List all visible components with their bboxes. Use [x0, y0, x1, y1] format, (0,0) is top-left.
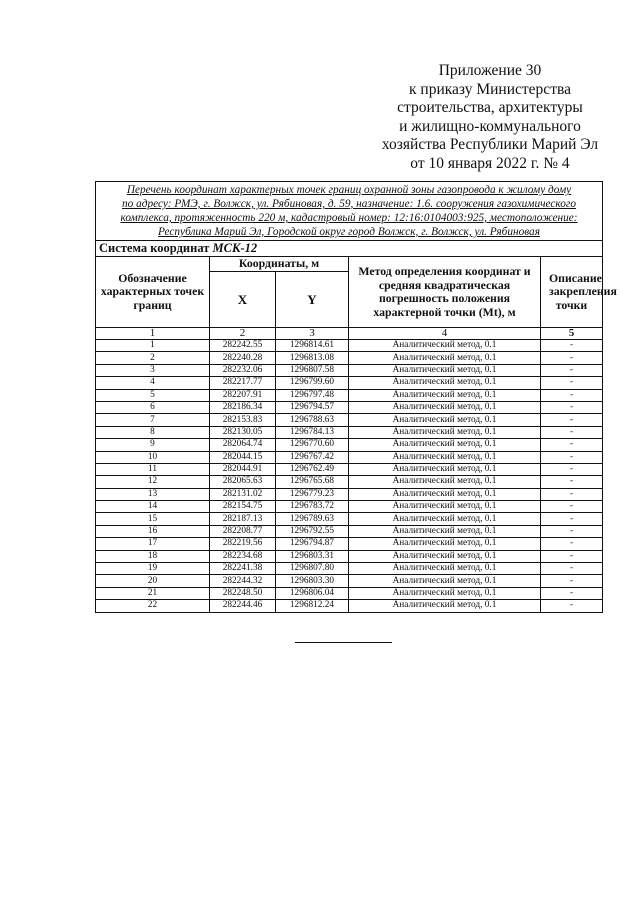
- table-caption: [96, 182, 603, 241]
- method-cell: Аналитический метод, 0.1: [349, 364, 541, 376]
- point-number-cell: 12: [96, 476, 210, 488]
- table-row: [96, 439, 603, 451]
- coord-x-cell: 282131.02: [210, 488, 276, 500]
- method-cell: Аналитический метод, 0.1: [349, 525, 541, 537]
- col-y-header: Y: [276, 272, 349, 328]
- system-row: [96, 241, 603, 257]
- table-row: [96, 488, 603, 500]
- table-row: [96, 525, 603, 537]
- description-cell: -: [541, 352, 603, 364]
- method-cell: Аналитический метод, 0.1: [349, 550, 541, 562]
- method-cell: Аналитический метод, 0.1: [349, 389, 541, 401]
- coord-y-cell: 1296806.04: [276, 587, 349, 599]
- method-cell: Аналитический метод, 0.1: [349, 563, 541, 575]
- description-cell: -: [541, 525, 603, 537]
- method-cell: Аналитический метод, 0.1: [349, 439, 541, 451]
- table-row: [96, 575, 603, 587]
- coord-x-cell: 282044.15: [210, 451, 276, 463]
- method-cell: Аналитический метод, 0.1: [349, 488, 541, 500]
- method-cell: Аналитический метод, 0.1: [349, 451, 541, 463]
- coord-y-cell: 1296812.24: [276, 600, 349, 612]
- description-cell: -: [541, 501, 603, 513]
- description-cell: -: [541, 575, 603, 587]
- point-number-cell: 20: [96, 575, 210, 587]
- table-row: [96, 352, 603, 364]
- coord-y-cell: 1296783.72: [276, 501, 349, 513]
- coord-x-cell: 282241.38: [210, 563, 276, 575]
- point-number-cell: 15: [96, 513, 210, 525]
- caption-line: Перечень координат характерных точек границ охранной зоны газопровода к жилому дому: [126, 184, 572, 196]
- caption-line: по адресу: РМЭ, г. Волжск, ул. Рябиновая, д. 59, назначение: 1.6. сооружения газохимического: [122, 198, 576, 210]
- caption-line: Республика Марий Эл, Городской округ город Волжск, г. Волжск, ул. Рябиновая: [158, 226, 540, 238]
- coord-x-cell: 282130.05: [210, 426, 276, 438]
- table-row: [96, 401, 603, 413]
- col-coords-header: Координаты, м: [210, 257, 349, 272]
- description-cell: -: [541, 340, 603, 352]
- coord-x-cell: 282217.77: [210, 377, 276, 389]
- table-row: [96, 513, 603, 525]
- coord-x-cell: 282187.13: [210, 513, 276, 525]
- coord-x-cell: 282154.75: [210, 501, 276, 513]
- coord-y-cell: 1296807.80: [276, 563, 349, 575]
- method-cell: Аналитический метод, 0.1: [349, 538, 541, 550]
- coord-y-cell: 1296797.48: [276, 389, 349, 401]
- description-cell: -: [541, 488, 603, 500]
- point-number-cell: 17: [96, 538, 210, 550]
- table-row: [96, 538, 603, 550]
- method-cell: Аналитический метод, 0.1: [349, 600, 541, 612]
- column-number: 3: [276, 328, 349, 340]
- coord-y-cell: 1296788.63: [276, 414, 349, 426]
- point-number-cell: 3: [96, 364, 210, 376]
- coord-x-cell: 282153.83: [210, 414, 276, 426]
- coord-y-cell: 1296794.57: [276, 401, 349, 413]
- header-line: хозяйства Республики Марий Эл: [381, 136, 599, 153]
- table-row: [96, 364, 603, 376]
- coord-x-cell: 282244.46: [210, 600, 276, 612]
- coord-y-cell: 1296779.23: [276, 488, 349, 500]
- table-row: [96, 414, 603, 426]
- coord-y-cell: 1296784.13: [276, 426, 349, 438]
- description-cell: -: [541, 364, 603, 376]
- coord-y-cell: 1296814.61: [276, 340, 349, 352]
- method-cell: Аналитический метод, 0.1: [349, 575, 541, 587]
- coord-y-cell: 1296799.60: [276, 377, 349, 389]
- table-row: [96, 451, 603, 463]
- table-row: [96, 463, 603, 475]
- coord-x-cell: 282065.63: [210, 476, 276, 488]
- point-number-cell: 9: [96, 439, 210, 451]
- coord-y-cell: 1296813.08: [276, 352, 349, 364]
- method-cell: Аналитический метод, 0.1: [349, 501, 541, 513]
- column-number: 4: [349, 328, 541, 340]
- point-number-cell: 5: [96, 389, 210, 401]
- point-number-cell: 14: [96, 501, 210, 513]
- point-number-cell: 7: [96, 414, 210, 426]
- coord-y-cell: 1296767.42: [276, 451, 349, 463]
- point-number-cell: 21: [96, 587, 210, 599]
- method-cell: Аналитический метод, 0.1: [349, 426, 541, 438]
- column-numbers-row: [96, 328, 603, 340]
- table-row: [96, 587, 603, 599]
- point-number-cell: 16: [96, 525, 210, 537]
- coord-x-cell: 282208.77: [210, 525, 276, 537]
- coordinate-system: [96, 241, 603, 257]
- point-number-cell: 8: [96, 426, 210, 438]
- point-number-cell: 1: [96, 340, 210, 352]
- description-cell: -: [541, 563, 603, 575]
- point-number-cell: 4: [96, 377, 210, 389]
- table-row: [96, 600, 603, 612]
- system-value: МСК-12: [212, 241, 258, 255]
- system-label: Система координат: [99, 241, 210, 255]
- column-number: 2: [210, 328, 276, 340]
- description-cell: -: [541, 476, 603, 488]
- point-number-cell: 22: [96, 600, 210, 612]
- col-method-header: Метод определения координат и средняя квадратическая погрешность положения характерной точки (Mt), м: [349, 257, 541, 328]
- point-number-cell: 6: [96, 401, 210, 413]
- method-cell: Аналитический метод, 0.1: [349, 377, 541, 389]
- header-line: строительства, архитектуры: [397, 99, 583, 116]
- description-cell: -: [541, 377, 603, 389]
- point-number-cell: 13: [96, 488, 210, 500]
- point-number-cell: 2: [96, 352, 210, 364]
- column-number: 1: [96, 328, 210, 340]
- description-cell: -: [541, 538, 603, 550]
- table-row: [96, 563, 603, 575]
- caption-line: комплекса, протяженность 220 м, кадастровый номер: 12:16:0104003:925, местоположение:: [120, 212, 578, 224]
- coord-x-cell: 282240.28: [210, 352, 276, 364]
- coord-x-cell: 282244.32: [210, 575, 276, 587]
- coord-x-cell: 282064.74: [210, 439, 276, 451]
- description-cell: -: [541, 439, 603, 451]
- method-cell: Аналитический метод, 0.1: [349, 340, 541, 352]
- table-row: [96, 377, 603, 389]
- method-cell: Аналитический метод, 0.1: [349, 476, 541, 488]
- coord-x-cell: 282186.34: [210, 401, 276, 413]
- method-cell: Аналитический метод, 0.1: [349, 587, 541, 599]
- point-number-cell: 10: [96, 451, 210, 463]
- coord-x-cell: 282234.68: [210, 550, 276, 562]
- coord-x-cell: 282232.06: [210, 364, 276, 376]
- description-cell: -: [541, 587, 603, 599]
- column-number: 5: [541, 328, 603, 340]
- table-row: [96, 501, 603, 513]
- description-cell: -: [541, 550, 603, 562]
- description-cell: -: [541, 513, 603, 525]
- header-line: Приложение 30: [438, 62, 542, 79]
- table-row: [96, 550, 603, 562]
- method-cell: Аналитический метод, 0.1: [349, 414, 541, 426]
- signature-line: [295, 642, 392, 643]
- table-row: [96, 426, 603, 438]
- description-cell: -: [541, 463, 603, 475]
- header-row-1: [96, 257, 603, 272]
- method-cell: Аналитический метод, 0.1: [349, 401, 541, 413]
- method-cell: Аналитический метод, 0.1: [349, 513, 541, 525]
- coordinates-table: [95, 181, 617, 613]
- description-cell: -: [541, 401, 603, 413]
- description-cell: -: [541, 426, 603, 438]
- table-row: [96, 476, 603, 488]
- header-line: и жилищно-коммунального: [399, 117, 581, 135]
- coord-x-cell: 282044.91: [210, 463, 276, 475]
- coord-y-cell: 1296789.63: [276, 513, 349, 525]
- header-line: к приказу Министерства: [409, 80, 571, 98]
- coord-y-cell: 1296803.31: [276, 550, 349, 562]
- table-row: [96, 389, 603, 401]
- coord-y-cell: 1296792.55: [276, 525, 349, 537]
- col-point-header: Обозначение характерных точек границ: [96, 257, 210, 328]
- coord-y-cell: 1296765.68: [276, 476, 349, 488]
- caption-row: [96, 182, 603, 241]
- description-cell: -: [541, 414, 603, 426]
- header-line: от 10 января 2022 г. № 4: [410, 154, 570, 172]
- description-cell: -: [541, 451, 603, 463]
- description-cell: -: [541, 600, 603, 612]
- table-row: [96, 340, 603, 352]
- coord-x-cell: 282248.50: [210, 587, 276, 599]
- point-number-cell: 18: [96, 550, 210, 562]
- method-cell: Аналитический метод, 0.1: [349, 463, 541, 475]
- method-cell: Аналитический метод, 0.1: [349, 352, 541, 364]
- coord-y-cell: 1296807.58: [276, 364, 349, 376]
- coord-y-cell: 1296803.30: [276, 575, 349, 587]
- point-number-cell: 11: [96, 463, 210, 475]
- point-number-cell: 19: [96, 563, 210, 575]
- col-desc-header: Описание закрепления точки: [541, 257, 603, 328]
- coord-x-cell: 282219.56: [210, 538, 276, 550]
- coord-x-cell: 282207.91: [210, 389, 276, 401]
- coord-y-cell: 1296762.49: [276, 463, 349, 475]
- coord-y-cell: 1296794.87: [276, 538, 349, 550]
- coord-x-cell: 282242.55: [210, 340, 276, 352]
- col-x-header: X: [210, 272, 276, 328]
- description-cell: -: [541, 389, 603, 401]
- coord-y-cell: 1296770.60: [276, 439, 349, 451]
- document-header: [340, 62, 640, 173]
